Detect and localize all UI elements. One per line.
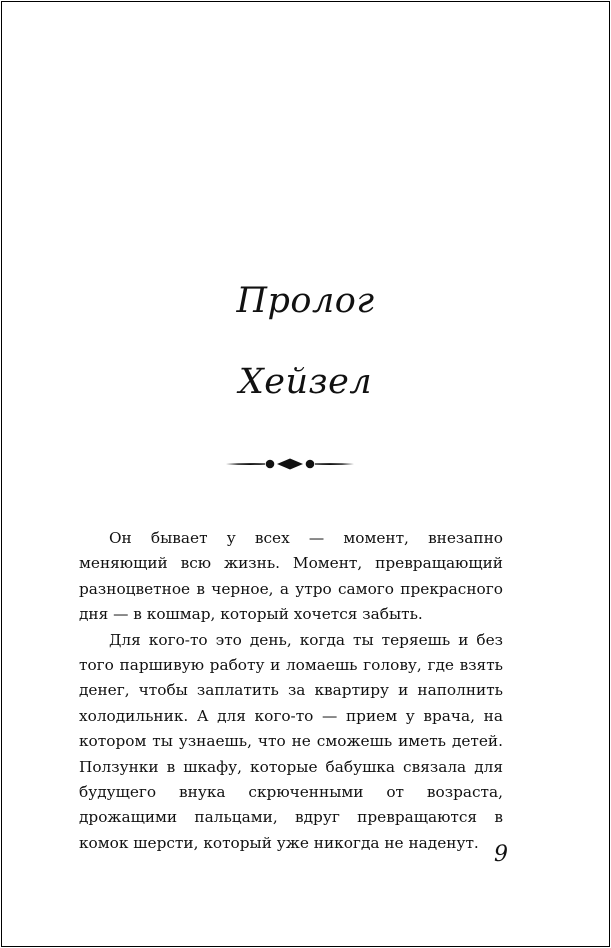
divider-ornament-icon bbox=[225, 453, 355, 475]
chapter-subtitle: Хейзел bbox=[238, 362, 373, 402]
book-page bbox=[1, 1, 610, 947]
body-text bbox=[79, 526, 503, 856]
page-number: 9 bbox=[494, 842, 508, 867]
paragraph: Для кого-то это день, когда ты теряешь и без того паршивую работу и ломаешь голову, где взять денег, чтобы заплатить за квартиру и наполнить холодильник. А для кого-то — прием у врача, на котором ты узнаешь, что не сможешь иметь детей. Ползунки в шкафу, которые бабушка связала для будущего внука скрюченными от возраста, дрожащими пальцами, вдруг превращаются в комок шерсти, который уже никогда не наденут. bbox=[79, 630, 503, 852]
chapter-title: Пролог bbox=[236, 281, 375, 321]
paragraph: Он бывает у всех — момент, внезапно меняющий всю жизнь. Момент, превращающий разноцветное в черное, а утро самого прекрасного дня — в кошмар, который хочется забыть. bbox=[79, 529, 503, 624]
